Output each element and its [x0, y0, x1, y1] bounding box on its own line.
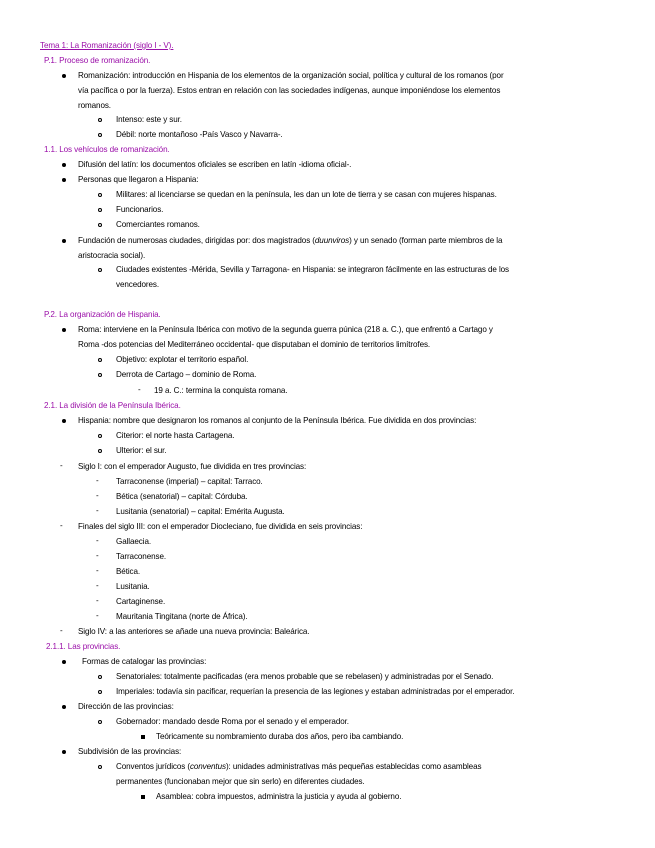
list-item: Dirección de las provincias:	[78, 702, 174, 711]
bullet-dot	[62, 163, 66, 167]
list-item: Asamblea: cobra impuestos, administra la justicia y ayuda al gobierno.	[156, 792, 402, 801]
bullet-dot	[62, 239, 66, 243]
bullet-dot	[62, 750, 66, 754]
paragraph-line: Roma: interviene en la Península Ibérica con motivo de la segunda guerra púnica (218 a. C.), que enfrentó a Cartago y	[78, 325, 493, 334]
bullet-circle	[98, 268, 102, 272]
list-item: Formas de catalogar las provincias:	[82, 657, 207, 666]
list-item: Siglo I: con el emperador Augusto, fue dividida en tres provincias:	[78, 462, 307, 471]
paragraph-line: Roma -dos potencias del Mediterráneo occidental- que disputaban el dominio de territorios limítrofes.	[78, 340, 431, 349]
list-item: Hispania: nombre que designaron los romanos al conjunto de la Península Ibérica. Fue dividida en dos provincias:	[78, 416, 477, 425]
list-item: Finales del siglo III: con el emperador Diocleciano, fue dividida en seis provincias:	[78, 522, 363, 531]
list-item: Gobernador: mandado desde Roma por el senado y el emperador.	[116, 717, 349, 726]
section-heading-2-1-1: 2.1.1. Las provincias.	[46, 642, 121, 651]
bullet-square	[141, 795, 145, 799]
bullet-circle	[98, 675, 102, 679]
list-item: Ciudades existentes -Mérida, Sevilla y Tarragona- en Hispania: se integraron fácilmente en las estructuras de los	[116, 265, 509, 274]
bullet-circle	[98, 720, 102, 724]
italic-term: conventus	[189, 762, 226, 771]
bullet-circle	[98, 223, 102, 227]
list-item: Conventos jurídicos (conventus): unidades administrativas más pequeñas establecidas como asambleas	[116, 762, 482, 771]
list-item: Intenso: este y sur.	[116, 115, 182, 124]
paragraph-line: romanos.	[78, 101, 111, 110]
bullet-dash: -	[96, 536, 99, 545]
list-item: Senatoriales: totalmente pacificadas (era menos probable que se rebelasen) y administradas por el Senado.	[116, 672, 494, 681]
list-item: Tarraconense.	[116, 552, 166, 561]
bullet-circle	[98, 193, 102, 197]
list-item: Bética.	[116, 567, 141, 576]
bullet-circle	[98, 208, 102, 212]
document-title: Tema 1: La Romanización (siglo I - V).	[40, 41, 174, 50]
section-heading-2-1: 2.1. La división de la Península Ibérica.	[44, 401, 181, 410]
list-item: Gallaecia.	[116, 537, 151, 546]
list-item: Tarraconense (imperial) – capital: Tarraco.	[116, 477, 263, 486]
bullet-dot	[62, 660, 66, 664]
list-item: Derrota de Cartago – dominio de Roma.	[116, 370, 257, 379]
bullet-circle	[98, 118, 102, 122]
bullet-dash: -	[96, 491, 99, 500]
bullet-circle	[98, 133, 102, 137]
section-heading-1-1: 1.1. Los vehículos de romanización.	[44, 145, 170, 154]
list-item: Difusión del latín: los documentos oficiales se escriben en latín -idioma oficial-.	[78, 160, 352, 169]
bullet-circle	[98, 434, 102, 438]
list-item: Fundación de numerosas ciudades, dirigidas por: dos magistrados (duunviros) y un senado (forman parte miembros de la	[78, 236, 503, 245]
list-item: Lusitania (senatorial) – capital: Emérita Augusta.	[116, 507, 285, 516]
section-heading-p2: P.2. La organización de Hispania.	[44, 310, 161, 319]
bullet-dot	[62, 74, 66, 78]
bullet-dot	[62, 419, 66, 423]
bullet-dash: -	[96, 581, 99, 590]
italic-term: duunviros	[314, 236, 350, 245]
paragraph-line: vencedores.	[116, 280, 159, 289]
bullet-dash: -	[60, 461, 63, 470]
bullet-dash: -	[96, 566, 99, 575]
list-item: Objetivo: explotar el territorio español.	[116, 355, 249, 364]
bullet-dash: -	[96, 506, 99, 515]
bullet-dash: -	[138, 385, 141, 394]
list-item: Ulterior: el sur.	[116, 446, 167, 455]
list-item: Siglo IV: a las anteriores se añade una nueva provincia: Baleárica.	[78, 627, 310, 636]
bullet-circle	[98, 765, 102, 769]
paragraph-line: aristocracia social).	[78, 251, 146, 260]
list-item: Lusitania.	[116, 582, 150, 591]
paragraph-line: permanentes (funcionaban mejor que sin serlo) en diferentes ciudades.	[116, 777, 365, 786]
bullet-dash: -	[60, 521, 63, 530]
bullet-dash: -	[96, 611, 99, 620]
bullet-dot	[62, 328, 66, 332]
list-item: 19 a. C.: termina la conquista romana.	[154, 386, 288, 395]
list-item: Cartaginense.	[116, 597, 166, 606]
bullet-circle	[98, 358, 102, 362]
bullet-circle	[98, 449, 102, 453]
bullet-dash: -	[96, 476, 99, 485]
list-item: Funcionarios.	[116, 205, 164, 214]
paragraph-line: vía pacífica o por la fuerza). Estos entran en relación con las sociedades indígenas, aunque imponiéndose los elementos	[78, 86, 501, 95]
list-item: Subdivisión de las provincias:	[78, 747, 182, 756]
bullet-dash: -	[60, 626, 63, 635]
bullet-dash: -	[96, 596, 99, 605]
bullet-circle	[98, 373, 102, 377]
list-item: Mauritania Tingitana (norte de África).	[116, 612, 248, 621]
list-item: Comerciantes romanos.	[116, 220, 200, 229]
paragraph-line: Romanización: introducción en Hispania de los elementos de la organización social, política y cultural de los romanos (por	[78, 71, 504, 80]
list-item: Teóricamente su nombramiento duraba dos años, pero iba cambiando.	[156, 732, 404, 741]
bullet-dash: -	[96, 551, 99, 560]
list-item: Bética (senatorial) – capital: Córduba.	[116, 492, 248, 501]
list-item: Militares: al licenciarse se quedan en la península, les dan un lote de tierra y se casan con mujeres hispanas.	[116, 190, 497, 199]
list-item: Débil: norte montañoso -País Vasco y Navarra-.	[116, 130, 283, 139]
section-heading-p1: P.1. Proceso de romanización.	[44, 56, 151, 65]
bullet-circle	[98, 690, 102, 694]
list-item: Citerior: el norte hasta Cartagena.	[116, 431, 235, 440]
bullet-square	[141, 735, 145, 739]
bullet-dot	[62, 178, 66, 182]
bullet-dot	[62, 705, 66, 709]
list-item: Personas que llegaron a Hispania:	[78, 175, 199, 184]
list-item: Imperiales: todavía sin pacificar, requerían la presencia de las legiones y estaban administradas por el emperador.	[116, 687, 515, 696]
